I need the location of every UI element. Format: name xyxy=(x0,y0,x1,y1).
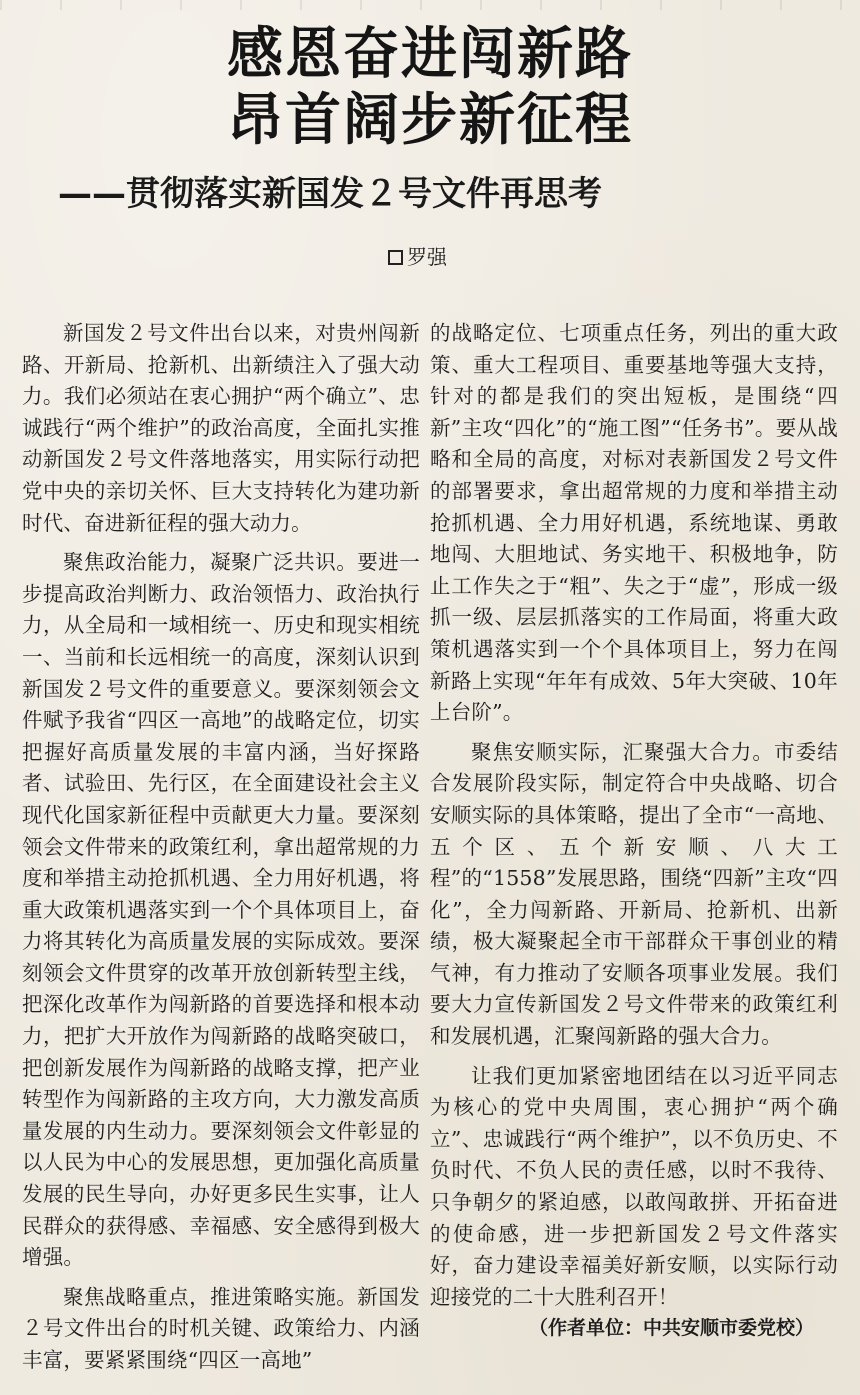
paragraph: 让我们更加紧密地团结在以习近平同志为核心的党中央周围，衷心拥护“两个确立”、忠诚践行“两个维护”，以不负历史、不负时代、不负人民的责任感，以时不我待、只争朝夕的紧迫感，以敢闯敢拼、开拓奋进的使命感，进一步把新国发２号文件落实好，奋力建设幸福美好新安顺，以实际行动迎接党的二十大胜利召开！ xyxy=(430,1063,838,1309)
paragraph: 聚焦战略重点，推进策略实施。新国发２号文件出台的时机关键、政策给力、内涵丰富，要紧紧围绕“四区一高地” xyxy=(22,1284,420,1372)
author-name: 罗强 xyxy=(407,245,447,269)
page-top-edge xyxy=(0,0,860,10)
headline-line-2: 昂首阔步新征程 xyxy=(227,88,633,153)
headline-line-1: 感恩奋进闯新路 xyxy=(227,22,633,87)
left-column xyxy=(22,318,420,1377)
byline-box-icon xyxy=(388,250,403,265)
paragraph: 新国发２号文件出台以来，对贵州闯新路、开新局、抢新机、出新绩注入了强大动力。我们必须站在衷心拥护“两个确立”、忠诚践行“两个维护”的政治高度，全面扎实推动新国发２号文件落地落实，用实际行动把党中央的亲切关怀、巨大支持转化为建功新时代、奋进新征程的强大动力。 xyxy=(22,321,420,535)
paragraph: 聚焦安顺实际，汇聚强大合力。市委结合发展阶段实际，制定符合中央战略、切合安顺实际的具体策略，提出了全市“一高地、五个区、五个新安顺、八大工程”的“1558”发展思路，围绕“四新”主攻“四化”，全力闯新路、开新局、抢新机、出新绩，极大凝聚起全市干部群众干事创业的精气神，有力推动了安顺各项事业发展。我们要大力宣传新国发２号文件带来的政策红利和发展机遇，汇聚闯新路的强大合力。 xyxy=(430,739,838,1049)
author-unit: （作者单位：中共安顺市委党校） xyxy=(528,1317,814,1339)
paragraph: 聚焦政治能力，凝聚广泛共识。要进一步提高政治判断力、政治领悟力、政治执行力，从全局和一域相统一、历史和现实相统一、当前和长远相统一的高度，深刻认识到新国发２号文件的重要意义。要深刻领会文件赋予我省“四区一高地”的战略定位，切实把握好高质量发展的丰富内涵，当好探路者、试验田、先行区，在全面建设社会主义现代化国家新征程中贡献更大力量。要深刻领会文件带来的政策红利，拿出超常规的力度和举措主动抢抓机遇、全力用好机遇，将重大政策机遇落实到一个个具体项目上，奋力将其转化为高质量发展的实际成效。要深刻领会文件贯穿的改革开放创新转型主线，把深化改革作为闯新路的首要选择和根本动力，把扩大开放作为闯新路的战略突破口，把创新发展作为闯新路的战略支撑，把产业转型作为闯新路的主攻方向，大力激发高质量发展的内生动力。要深刻领会文件彰显的以人民为中心的发展思想，更加强化高质量发展的民生导向，办好更多民生实事，让人民群众的获得感、幸福感、安全感得到极大增强。 xyxy=(22,550,420,1270)
right-column xyxy=(430,318,838,1313)
paragraph: 的战略定位、七项重点任务，列出的重大政策、重大工程项目、重要基地等强大支持，针对的都是我们的突出短板，是围绕“四新”主攻“四化”的“施工图”“任务书”。要从战略和全局的高度，对标对表新国发２号文件的部署要求，拿出超常规的力度和举措主动抢抓机遇、全力用好机遇，系统地谋、勇敢地闯、大胆地试、务实地干、积极地争，防止工作失之于“粗”、失之于“虚”，形成一级抓一级、层层抓落实的工作局面，将重大政策机遇落实到一个个具体项目上，努力在闯新路上实现“年年有成效、5年大突破、10年上台阶”。 xyxy=(430,321,838,725)
subtitle: ——贯彻落实新国发２号文件再思考 xyxy=(58,174,602,214)
byline xyxy=(388,244,447,270)
